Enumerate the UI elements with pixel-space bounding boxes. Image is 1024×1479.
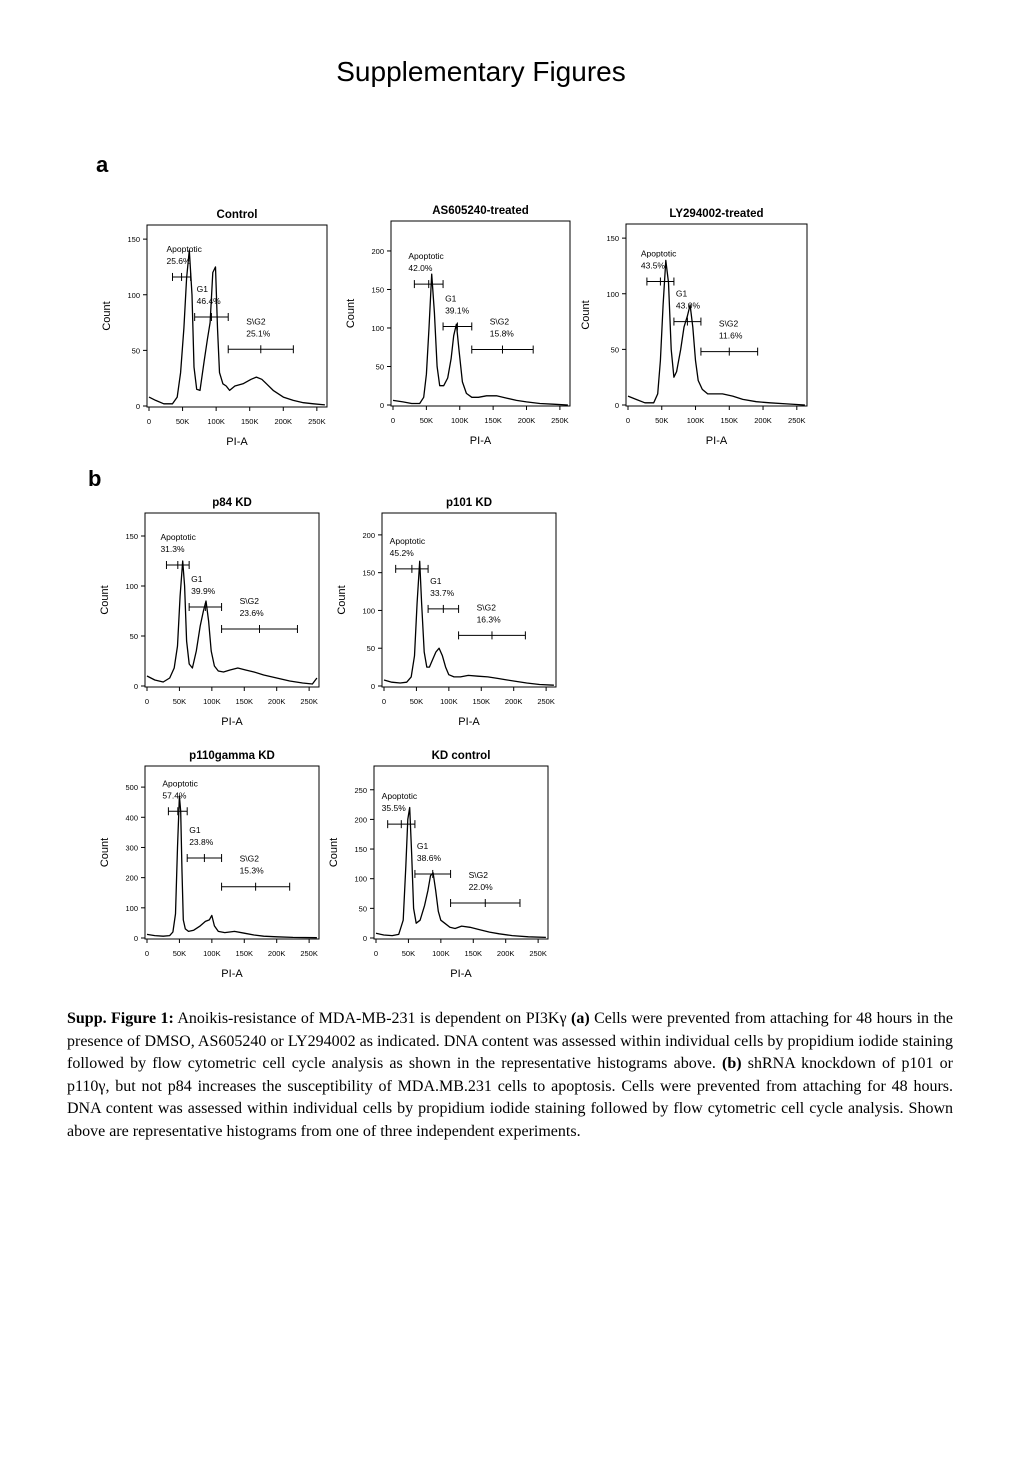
x-tick-label: 200K — [504, 697, 523, 706]
y-tick-label: 50 — [129, 632, 138, 641]
x-axis-label: PI-A — [221, 716, 243, 728]
x-tick-label: 250K — [300, 697, 318, 706]
y-tick-label: 0 — [135, 402, 140, 411]
chart-title: p84 KD — [212, 497, 252, 509]
gate-percent-label: 35.5% — [381, 803, 406, 814]
chart-title: LY294002-treated — [669, 208, 764, 220]
gate-percent-label: 43.5% — [640, 260, 666, 271]
y-tick-label: 150 — [354, 845, 367, 855]
y-tick-label: 0 — [370, 682, 375, 691]
page-title: Supplementary Figures — [336, 56, 626, 87]
gate-percent-label: 33.7% — [430, 587, 455, 598]
panel-b-label: b — [88, 466, 102, 491]
histogram-trace — [384, 561, 554, 685]
x-axis-label: PI-A — [469, 435, 492, 447]
chart-title: p110gamma KD — [189, 750, 275, 762]
gate-name-label: Apoptotic — [160, 532, 196, 542]
gate-percent-label: 45.2% — [389, 547, 414, 558]
x-tick-label: 250K — [300, 949, 318, 958]
y-tick-label: 0 — [614, 401, 619, 410]
x-tick-label: 0 — [625, 416, 631, 425]
gate-percent-label: 43.0% — [675, 300, 701, 311]
y-tick-label: 500 — [125, 783, 138, 793]
y-axis-label: Count — [101, 301, 113, 331]
y-tick-label: 200 — [354, 815, 367, 825]
gate-percent-label: 15.3% — [239, 865, 264, 876]
gate-name-label: Apoptotic — [166, 243, 202, 254]
gate-name-label: S\G2 — [239, 596, 259, 606]
x-tick-label: 250K — [529, 949, 547, 958]
gate-percent-label: 15.8% — [489, 328, 514, 339]
x-tick-label: 100K — [440, 697, 458, 706]
x-tick-label: 0 — [373, 949, 379, 958]
caption-b-marker: (b) — [722, 1055, 742, 1073]
chart-title: KD control — [431, 750, 491, 762]
x-tick-label: 100K — [686, 416, 705, 425]
x-tick-label: 150K — [472, 697, 491, 706]
plot-frame — [391, 221, 570, 406]
histogram-trace — [393, 274, 568, 405]
gate-percent-label: 23.8% — [189, 837, 214, 848]
y-tick-label: 100 — [125, 582, 138, 591]
gate-name-label: G1 — [416, 840, 429, 851]
x-axis-label: PI-A — [226, 436, 248, 448]
x-tick-label: 50K — [172, 949, 187, 958]
x-tick-label: 100K — [203, 949, 221, 958]
gate-name-label: G1 — [675, 288, 688, 299]
y-tick-label: 100 — [606, 289, 619, 299]
gate-percent-label: 22.0% — [468, 882, 493, 893]
x-tick-label: 150K — [720, 416, 739, 425]
y-tick-label: 200 — [362, 530, 375, 540]
x-tick-label: 0 — [381, 697, 387, 706]
x-tick-label: 50K — [409, 697, 424, 706]
gate-name-label: Apoptotic — [162, 778, 198, 789]
histogram-trace — [628, 260, 805, 405]
y-axis-label: Count — [345, 298, 357, 329]
gate-name-label: G1 — [191, 574, 203, 584]
x-tick-label: 250K — [308, 417, 326, 426]
gate-name-label: S\G2 — [246, 316, 266, 327]
gate-name-label: G1 — [430, 575, 442, 586]
x-tick-label: 0 — [146, 417, 152, 426]
gate-name-label: Apoptotic — [408, 251, 444, 262]
y-axis-label: Count — [99, 837, 111, 868]
gate-percent-label: 25.6% — [166, 255, 191, 266]
y-axis-label: Count — [336, 585, 348, 615]
x-tick-label: 150K — [464, 949, 483, 958]
x-tick-label: 200K — [754, 416, 772, 425]
y-tick-label: 150 — [606, 234, 619, 244]
x-tick-label: 50K — [419, 416, 434, 425]
gate-percent-label: 25.1% — [246, 328, 271, 339]
figure-caption — [67, 1008, 953, 1144]
x-tick-label: 150K — [235, 949, 254, 958]
x-tick-label: 0 — [144, 949, 150, 958]
y-tick-label: 100 — [362, 606, 375, 616]
gate-name-label: G1 — [445, 293, 457, 304]
y-tick-label: 200 — [371, 246, 384, 256]
x-tick-label: 50K — [175, 417, 190, 426]
y-tick-label: 0 — [133, 934, 138, 943]
y-tick-label: 100 — [127, 290, 140, 300]
gate-percent-label: 42.0% — [408, 263, 433, 274]
y-tick-label: 50 — [366, 644, 375, 654]
caption-text-2: Cells were prevented from attaching for 48 hours in the presence of DMSO, AS605240 or LY294002 as indicated. DNA content was assessed within individual cells by propidium iodide staining followed by flow cytometric cell cycle analysis as shown in the representative histograms above. — [67, 1010, 954, 1073]
x-tick-label: 200K — [267, 949, 286, 958]
gate-name-label: S\G2 — [476, 602, 496, 613]
gate-percent-label: 31.3% — [160, 544, 185, 554]
x-tick-label: 50K — [172, 697, 187, 706]
chart-title: AS605240-treated — [432, 205, 529, 217]
histogram-trace — [147, 561, 317, 684]
x-tick-label: 150K — [240, 417, 259, 426]
x-tick-label: 250K — [537, 697, 555, 706]
y-tick-label: 50 — [610, 345, 619, 355]
x-tick-label: 250K — [788, 416, 806, 425]
x-tick-label: 200K — [267, 697, 286, 706]
gate-name-label: G1 — [189, 825, 201, 836]
y-tick-label: 50 — [131, 346, 140, 356]
y-tick-label: 100 — [371, 323, 384, 333]
gate-name-label: Apoptotic — [381, 791, 418, 802]
y-tick-label: 150 — [125, 532, 138, 541]
x-tick-label: 100K — [450, 416, 469, 425]
histogram-trace — [149, 250, 325, 405]
y-tick-label: 50 — [375, 362, 384, 372]
gate-name-label: S\G2 — [489, 316, 510, 327]
y-tick-label: 0 — [133, 682, 138, 691]
gate-percent-label: 38.6% — [416, 852, 442, 863]
x-tick-label: 200K — [496, 949, 515, 958]
x-tick-label: 200K — [517, 416, 536, 425]
y-tick-label: 100 — [354, 874, 367, 884]
x-tick-label: 50K — [401, 949, 416, 958]
gate-percent-label: 11.6% — [718, 330, 743, 341]
caption-label: Supp. Figure 1: — [67, 1010, 174, 1027]
x-tick-label: 0 — [144, 697, 150, 706]
x-tick-label: 250K — [551, 416, 569, 425]
gate-percent-label: 23.6% — [239, 608, 264, 618]
gate-name-label: Apoptotic — [389, 535, 426, 546]
x-tick-label: 150K — [235, 697, 254, 706]
gate-percent-label: 57.4% — [162, 790, 187, 801]
caption-text-1: Anoikis-resistance of MDA-MB-231 is dependent on PI3Kγ — [173, 1010, 571, 1027]
x-axis-label: PI-A — [705, 435, 728, 447]
gate-percent-label: 39.9% — [191, 586, 216, 596]
x-tick-label: 150K — [484, 416, 502, 425]
x-axis-label: PI-A — [450, 968, 472, 980]
gate-name-label: S\G2 — [239, 853, 259, 864]
gate-percent-label: 46.4% — [196, 296, 221, 306]
y-tick-label: 200 — [125, 873, 138, 883]
y-axis-label: Count — [328, 837, 340, 868]
x-tick-label: 100K — [203, 697, 221, 706]
gate-name-label: S\G2 — [468, 870, 488, 881]
y-tick-label: 300 — [125, 843, 138, 853]
y-tick-label: 150 — [371, 285, 384, 295]
x-tick-label: 200K — [274, 417, 293, 426]
x-tick-label: 0 — [390, 416, 396, 425]
y-axis-label: Count — [99, 585, 111, 615]
caption-text-3: shRNA knockdown of p101 or p110γ, but not p84 increases the susceptibility of MDA.MB.231 cells to apoptosis. Cells were prevented from attaching for 48 hours. DNA content was assessed within individual cells by propidium iodide staining followed by flow cytometric cell cycle analysis. Shown above are representative histograms from one of three independent experiments. — [67, 1055, 953, 1140]
x-tick-label: 100K — [432, 949, 450, 958]
gate-name-label: S\G2 — [718, 318, 739, 329]
gate-name-label: Apoptotic — [640, 248, 677, 259]
x-axis-label: PI-A — [458, 716, 480, 728]
x-axis-label: PI-A — [221, 968, 243, 980]
y-tick-label: 400 — [125, 813, 138, 823]
gate-name-label: G1 — [196, 284, 208, 294]
y-tick-label: 0 — [379, 401, 384, 410]
caption-a-marker: (a) — [571, 1010, 590, 1027]
x-tick-label: 100K — [207, 417, 225, 426]
y-axis-label: Count — [580, 300, 592, 330]
y-tick-label: 0 — [362, 934, 367, 943]
y-tick-label: 100 — [125, 903, 138, 913]
y-tick-label: 50 — [358, 904, 367, 914]
y-tick-label: 250 — [354, 785, 367, 795]
x-tick-label: 50K — [655, 416, 669, 425]
gate-percent-label: 39.1% — [445, 305, 470, 316]
gate-percent-label: 16.3% — [476, 614, 501, 625]
y-tick-label: 150 — [127, 235, 140, 245]
y-tick-label: 150 — [362, 568, 375, 578]
histogram-trace — [147, 796, 317, 938]
panel-a-label: a — [96, 152, 109, 177]
chart-title: Control — [216, 209, 258, 221]
chart-title: p101 KD — [445, 497, 493, 509]
